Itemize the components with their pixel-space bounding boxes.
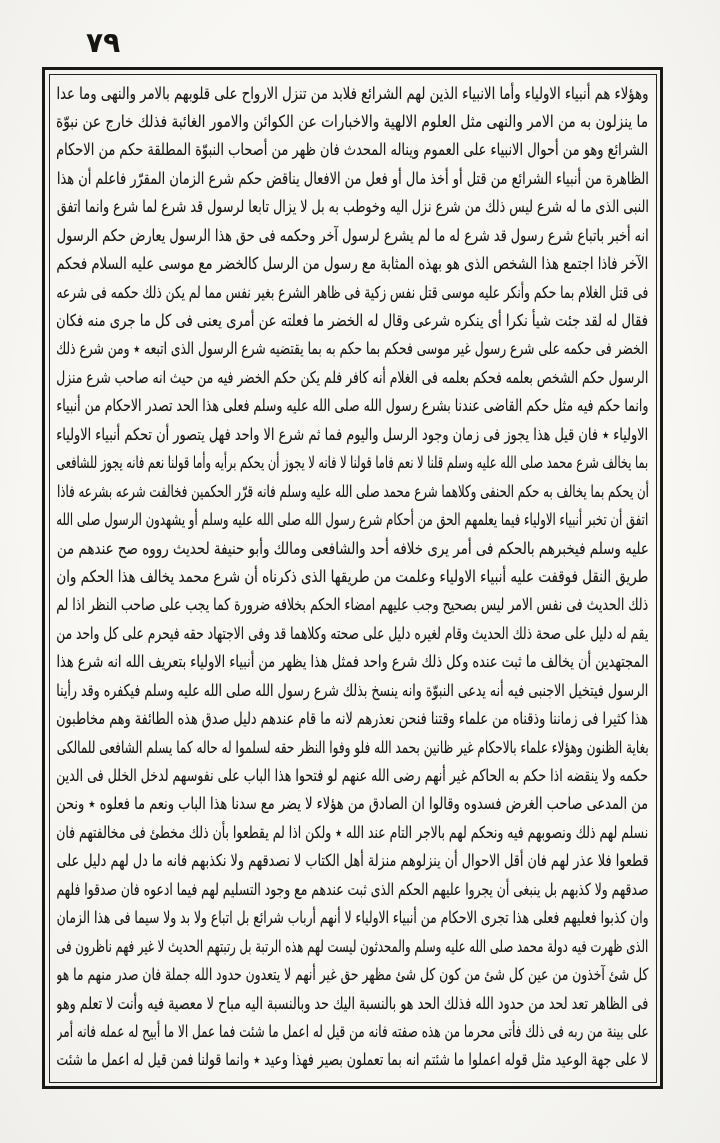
text-line-content: حكمه ولا ينقضه اذا حكم به الحاكم غير أنهم رضى الله عنهم لو فتحوا هذا الباب على نفوسهم لدخل الخلل فى الدين	[56, 766, 649, 785]
text-line-content: المجتهدين أن يخالف ما ثبت عنده وكل ذلك شرع واحد فمثل هذا يظهر من أنبياء الاولياء بتعريف الله انه شرع هذا	[56, 652, 649, 672]
text-line	[57, 933, 649, 961]
text-line	[57, 762, 649, 790]
page-number: ٧٩	[86, 26, 121, 59]
text-line-content: طريق النقل فوقفت عليه أنبياء الاولياء وعلمت من طريقها الذى ذكرناه أن شرع محمد يخالف هذا الحكم وان	[56, 566, 649, 586]
text-line-content: انه أخبر باتباع شرع رسول قد شرع له ما لم يشرع لرسول آخر وحكمه فى حق هذا الرسول يعارض حكم الرسول	[56, 225, 649, 245]
text-line-content: اتفق أن تخبر أنبياء الاولياء فيما يعلمهم الحق من أحكام شرع رسول الله صلى الله عليه وسلم أو يشهدون الرسول صلى الله	[56, 510, 649, 530]
text-line	[57, 1046, 649, 1074]
text-line	[57, 307, 649, 335]
text-line	[57, 108, 649, 136]
text-line	[57, 904, 649, 932]
text-line-content: يقم له دليل على صحة ذلك الحديث وقام لغيره دليل على صحته وكلاهما قد وفى الاجتهاد حقه فيحرم على كل واحد من	[56, 623, 649, 643]
text-line	[57, 847, 649, 875]
text-line	[57, 876, 649, 904]
text-line-content: ما ينزلون به من الامر والنهى مثل العلوم الالهية والاخبارات عن الكوائن والامور الغائبة فذلك خارج عن نبوّة	[56, 111, 649, 131]
text-line	[57, 222, 649, 250]
text-line	[57, 136, 649, 164]
text-line	[57, 478, 649, 506]
text-line	[57, 705, 649, 733]
text-line-content: بغاية الظنون وهؤلاء علماء بالاحكام غير ظانين بحمد الله فلو وفوا النظر حقه لسلموا له حاله كما يسلم الشافعى للمالكى	[56, 737, 649, 757]
text-line	[57, 990, 649, 1018]
text-line	[57, 677, 649, 705]
text-line-content: فقال له لقد جئت شيأ نكرا أى ينكره شرعى وقال له الخضر ما فعلته عن أمرى يعنى فى كل ما جرى منه فكان	[56, 311, 649, 330]
text-line	[57, 279, 649, 307]
text-line	[57, 449, 649, 477]
text-line-content: من المدعى صاحب الغرض فسدوه وقالوا ان الصادق من هؤلاء لا يضر مع سدنا هذا الباب ونعم ما فعلوه ٭ ونحن	[56, 794, 649, 814]
text-line-content: الرسول فيتخيل الاجنبى فيه أنه يدعى النبوّة وانه ينسخ بذلك شرع رسول الله صلى الله عليه وسلم فيكفره وقد رأينا	[56, 680, 649, 700]
text-line	[57, 165, 649, 193]
text-line	[57, 734, 649, 762]
body-text	[57, 80, 649, 1078]
text-line	[57, 1018, 649, 1046]
text-line	[57, 535, 649, 563]
text-line-content: الشرائع وهو من أحوال الانبياء على العموم ويناله المحدث فان ظهر من أصحاب النبوّة المطلقة حكم من الاحكام	[56, 140, 649, 160]
text-line-content: كل شئ آخذون من عين كل شئ من كون كل شئ مظهر حق غير أنهم لا يتعدون حدود الله جملة فان صدر منهم ما هو	[56, 965, 649, 985]
text-line-content: فى الظاهر تعد لحد من حدود الله فذلك الحد هو بالنسبة اليك حد وبالنسبة اليه مباح لا معصية فيه وأنت لا تعلم وهو	[56, 993, 649, 1013]
text-line	[57, 961, 649, 989]
text-line-content: أن يحكم بما يخالف به حكم الحنفى وكلاهما شرع محمد صلى الله عليه وسلم فانه قرّر الحكمين فخالفت شرعه بشرعه فاذا	[56, 481, 649, 501]
text-line-content: الآخر فاذا اجتمع هذا الشخص الذى هو بهذه المثابة مع رسول من الرسل كالخضر مع موسى عليه السلام فحكم	[56, 254, 649, 274]
text-line-content: وان كذبوا فعليهم فعلى هذا تجرى الاحكام من أنبياء الاولياء لا أنهم أرباب شرائع بل اتباع ولا بد ولا سيما فى هذا الزمان	[56, 908, 649, 928]
text-line-content: الرسول حكم الشخص بعلمه فحكم بعلمه فى الغلام أنه كافر فلم يكن حكم الخضر فيه من حيث انه صاحب شرع منزل	[56, 367, 649, 387]
text-line	[57, 335, 649, 363]
text-line-content: على بينة من ربه فى ذلك فأتى محرما من هذه صفته فانه من قيل له اعمل ما شئت فما عمل الا ما أبيح له عمله فانه أمر	[56, 1021, 649, 1041]
text-line-content: النبى الذى ما له شرع ليس ذلك من شرع نزل اليه وخوطب به بل لا يزال تابعا لرسول قد شرع لما شرع وانما اتفق	[56, 197, 649, 217]
text-line	[57, 193, 649, 221]
text-frame-inner-border	[49, 74, 657, 1083]
text-line-content: لا على جهة الوعيد مثل قوله اعملوا ما شئتم انه بما تعملون بصير فهذا وعيد ٭ وانما قولنا فمن قيل له اعمل ما شئت	[56, 1050, 649, 1070]
text-line-content: فى قتل الغلام بما حكم وأنكر عليه موسى قتل نفس زكية فى ظاهر الشرع بغير نفس مما لم يكن ذلك حكمه فى شرعه	[56, 282, 649, 302]
text-line-content: صدقهم ولا كذبهم بل ينبغى أن يجروا عليهم الحكم الذى ثبت عندهم مع وجود التسليم لهم فيما ادعوه فان صدقوا فلهم	[56, 879, 649, 899]
text-line-content: قطعوا فلا عذر لهم فان أقل الاحوال أن ينزلوهم منزلة أهل الكتاب لا نصدقهم ولا نكذبهم فانه ما دل لهم دليل على	[56, 851, 649, 871]
text-line	[57, 506, 649, 534]
text-line-content: عليه وسلم فيخبرهم بالحكم فى أمر يرى خلافه أحد والشافعى ومالك وأبو حنيفة لحديث رووه صح عندهم من	[56, 538, 649, 558]
text-line	[57, 819, 649, 847]
text-line	[57, 648, 649, 676]
text-line	[57, 591, 649, 619]
text-line-content: الاولياء ٭ فان قيل هذا يجوز فى زمان وجود الرسل واليوم فما ثم شرع الا واحد فهل يتصور أن تحكم أنبياء الاولياء	[56, 424, 649, 444]
text-line-content: بما يخالف شرع محمد صلى الله عليه وسلم قلنا لا نعم فاما قولنا لا فانه لا يجوز أن يحكم برأيه وأما قولنا نعم فانه يجوز للشافعى	[56, 453, 649, 473]
text-line	[57, 250, 649, 278]
text-line-content: ذلك الحديث فى نفس الامر ليس بصحيح وجب عليهم امضاء الحكم بخلافه ضرورة كما يجب على صاحب النظر اذا لم	[56, 595, 649, 615]
text-line	[57, 563, 649, 591]
text-line-content: هذا كثيرا فى زماننا وذقناه من علماء وقتنا فنحن نعذرهم لانه ما قام عندهم دليل صدق هذه الطائفة وهم مخاطبون	[56, 709, 649, 729]
text-line	[57, 392, 649, 420]
text-line-content: الخضر فى حكمه على شرع رسول غير موسى فحكم بما حكم به بما يقتضيه شرع الرسول الذى اتبعه ٭ ومن شرع ذلك	[56, 339, 649, 359]
text-line-content: الذى ظهرت فيه دولة محمد صلى الله عليه وسلم والمحدثون ليست لهم هذه الرتبة بل رتبتهم الحديث لا غير فهم ناظرون فى	[56, 936, 649, 956]
text-line-content: نسلم لهم ذلك ونصوبهم فيه ونحكم لهم بالاجر التام عند الله ٭ ولكن اذا لم يقطعوا بأن ذلك مخطئ فى مخالفتهم فان	[56, 822, 649, 842]
text-line	[57, 364, 649, 392]
text-line	[57, 421, 649, 449]
text-line	[57, 80, 649, 108]
text-line-content: وانما حكم فيه مثل حكم القاضى عندنا بشرع رسول الله صلى الله عليه وسلم فعلى هذا الحد تصدر الاحكام من أنبياء	[56, 396, 649, 416]
text-line-content: وهؤلاء هم أنبياء الاولياء وأما الانبياء الذين لهم الشرائع فلابد من تنزل الارواح على قلوبهم بالامر والنهى وما عدا	[56, 83, 649, 103]
text-frame-outer-border	[42, 67, 663, 1089]
text-line-content: الظاهرة من أنبياء الشرائع من قتل أو أخذ مال أو فعل من الافعال يناقض حكم شرع الزمان المقرّر فاعلم أن هذا	[56, 168, 649, 188]
text-line	[57, 620, 649, 648]
text-line	[57, 790, 649, 818]
